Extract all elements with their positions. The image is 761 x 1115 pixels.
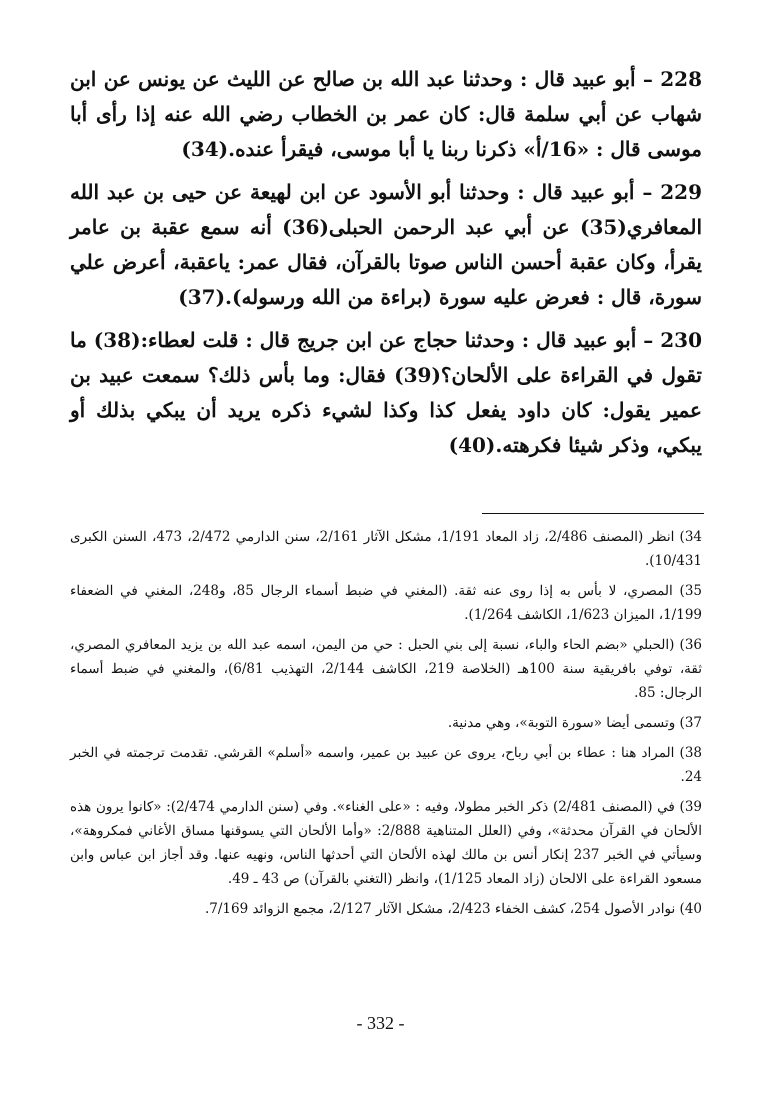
footnotes — [70, 525, 702, 927]
footnote-separator — [482, 513, 704, 514]
footnote-36: 36) (الحبلي «بضم الحاء والباء، نسبة إلى بني الحبل : حي من اليمن، اسمه عبد الله بن يزيد المعافري المصري، ثقة، توفي بافريقية سنة 100هـ (الخلاصة 219، الكاشف 2/144، التهذيب 6/81)، والمغني في ضبط أسماء الرجال: 85. — [70, 637, 703, 701]
footnote-34: 34) انظر (المصنف 2/486، زاد المعاد 1/191، مشكل الآثار 2/161، سنن الدارمي 2/472، 473، السنن الكبرى 10/431). — [70, 529, 702, 569]
hadith-228: 228 – أبو عبيد قال : وحدثنا عبد الله بن صالح عن الليث عن يونس عن ابن شهاب عن أبي سلمة قال: كان عمر بن الخطاب رضي الله عنه إذا رأى أبا موسى قال : «16/أ» ذكرنا ربنا يا أبا موسى، فيقرأ عنده.(34) — [70, 67, 702, 161]
footnote-39: 39) في (المصنف 2/481) ذكر الخبر مطولا، وفيه : «على الغناء». وفي (سنن الدارمي 2/474): «كانوا يرون هذه الألحان في القرآن محدثة»، وفي (العلل المتناهية 2/888: «وأما الألحان التي يسوقنها مساق الأغاني فمكروهة»، وسيأتي في الخبر 237 إنكار أنس بن مالك لهذه الألحان التي أحدثها الناس، ونهيه عنها. وقد أجاز ابن عباس وابن مسعود القراءة على الالحان (زاد المعاد 1/125)، وانظر (التغني بالقرآن) ص 43 ـ 49. — [70, 799, 703, 887]
page-number: - 332 - — [356, 1013, 405, 1033]
footnote-38: 38) المراد هنا : عطاء بن أبي رباح، يروى عن عبيد بن عمير، واسمه «أسلم» القرشي. تقدمت ترجمته في الخبر 24. — [70, 745, 702, 785]
hadith-230: 230 – أبو عبيد قال : وحدثنا حجاج عن ابن جريج قال : قلت لعطاء:(38) ما تقول في القراءة على الألحان؟(39) فقال: وما بأس ذلك؟ سمعت عبيد بن عمير يقول: كان داود يفعل كذا وكذا لشيء ذكره يريد أن يبكي بذلك أو يبكي، وذكر شيئا فكرهته.(40) — [70, 328, 702, 457]
footnote-40: 40) نوادر الأصول 254، كشف الخفاء 2/423، مشكل الآثار 2/127، مجمع الزوائد 7/169. — [204, 901, 702, 917]
hadith-229: 229 – أبو عبيد قال : وحدثنا أبو الأسود عن ابن لهيعة عن حيى بن عبد الله المعافري(35) عن أبي عبد الرحمن الحبلى(36) أنه سمع عقبة بن عامر يقرأ، وكان عقبة أحسن الناس صوتا بالقرآن، فقال عمر: ياعقبة، أعرض علي سورة، قال : فعرض عليه سورة (براءة من الله ورسوله).(37) — [70, 180, 702, 309]
main-text — [70, 62, 702, 471]
footnote-35: 35) المصري، لا بأس به إذا روى عنه ثقة. (المغني في ضبط أسماء الرجال 85، و248، المغني في الضعفاء 1/199، الميزان 1/623، الكاشف 1/264). — [70, 583, 702, 623]
footnote-37: 37) وتسمى أيضا «سورة التوبة»، وهي مدنية. — [447, 715, 702, 731]
